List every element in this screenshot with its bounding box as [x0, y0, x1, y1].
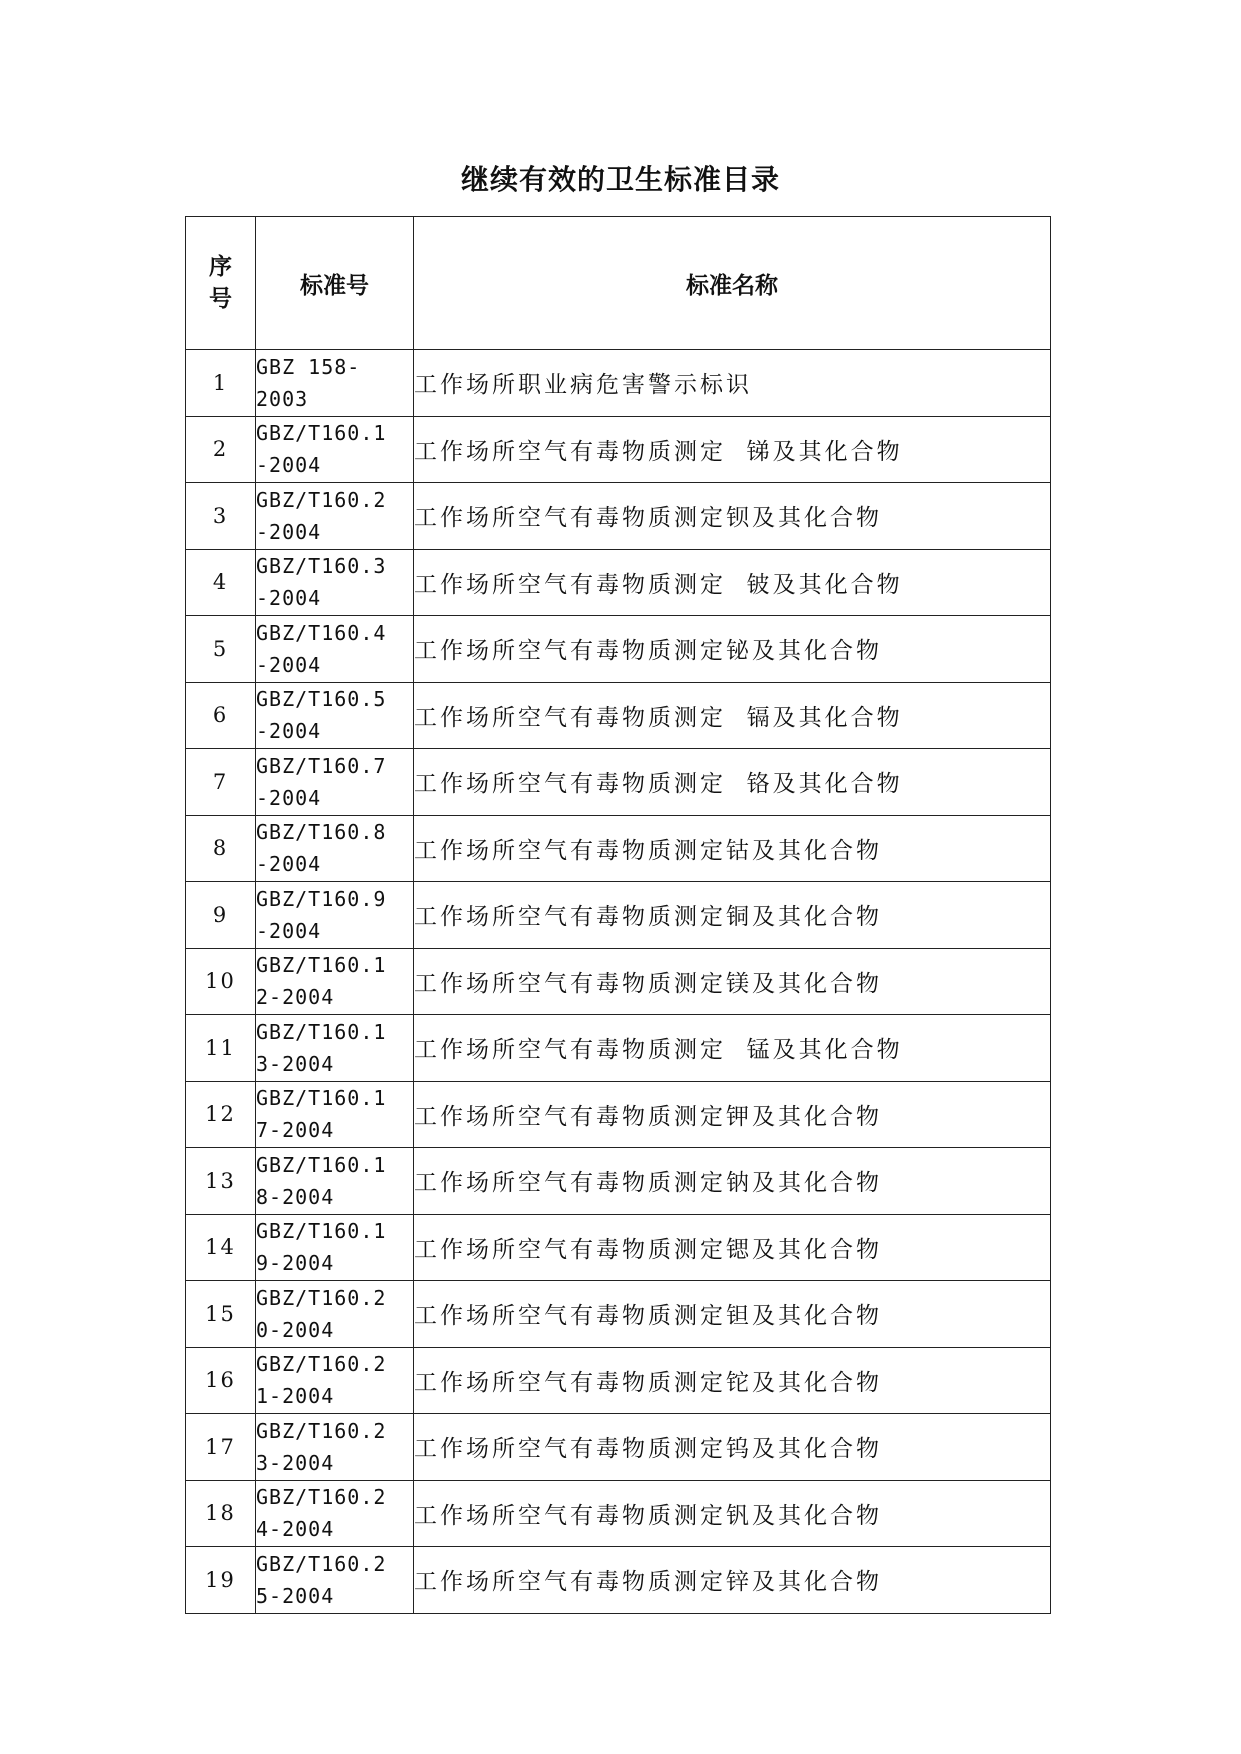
row-standard-name: 工作场所空气有毒物质测定 铍及其化合物 — [414, 549, 1051, 616]
header-index-line2: 号 — [209, 286, 232, 312]
table-row — [186, 350, 1051, 417]
row-standard-code: GBZ/T160.1 8-2004 — [256, 1148, 414, 1215]
row-index: 10 — [186, 948, 256, 1015]
row-standard-code: GBZ/T160.3 -2004 — [256, 549, 414, 616]
table-row — [186, 1547, 1051, 1614]
row-standard-code: GBZ/T160.1 -2004 — [256, 416, 414, 483]
row-standard-name: 工作场所空气有毒物质测定钾及其化合物 — [414, 1081, 1051, 1148]
row-standard-name: 工作场所空气有毒物质测定钒及其化合物 — [414, 1480, 1051, 1547]
row-standard-name: 工作场所空气有毒物质测定 镉及其化合物 — [414, 682, 1051, 749]
row-standard-name: 工作场所职业病危害警示标识 — [414, 350, 1051, 417]
table-row — [186, 483, 1051, 550]
header-standard-name: 标准名称 — [414, 217, 1051, 350]
row-index: 19 — [186, 1547, 256, 1614]
row-standard-code: GBZ/T160.1 3-2004 — [256, 1015, 414, 1082]
table-row — [186, 749, 1051, 816]
row-standard-name: 工作场所空气有毒物质测定 铬及其化合物 — [414, 749, 1051, 816]
row-standard-name: 工作场所空气有毒物质测定钴及其化合物 — [414, 815, 1051, 882]
row-standard-code: GBZ/T160.9 -2004 — [256, 882, 414, 949]
row-index: 14 — [186, 1214, 256, 1281]
row-standard-name: 工作场所空气有毒物质测定钽及其化合物 — [414, 1281, 1051, 1348]
table-row — [186, 616, 1051, 683]
row-standard-name: 工作场所空气有毒物质测定钠及其化合物 — [414, 1148, 1051, 1215]
row-index: 16 — [186, 1347, 256, 1414]
row-index: 9 — [186, 882, 256, 949]
row-standard-code: GBZ/T160.1 7-2004 — [256, 1081, 414, 1148]
row-standard-code: GBZ/T160.2 -2004 — [256, 483, 414, 550]
row-standard-name: 工作场所空气有毒物质测定铜及其化合物 — [414, 882, 1051, 949]
row-standard-code: GBZ/T160.1 9-2004 — [256, 1214, 414, 1281]
row-standard-code: GBZ/T160.2 3-2004 — [256, 1414, 414, 1481]
row-standard-code: GBZ/T160.4 -2004 — [256, 616, 414, 683]
table-row — [186, 416, 1051, 483]
row-index: 7 — [186, 749, 256, 816]
row-standard-code: GBZ/T160.2 5-2004 — [256, 1547, 414, 1614]
table-row — [186, 1281, 1051, 1348]
row-standard-name: 工作场所空气有毒物质测定锶及其化合物 — [414, 1214, 1051, 1281]
table-body — [186, 350, 1051, 1614]
row-standard-code: GBZ/T160.2 0-2004 — [256, 1281, 414, 1348]
table-row — [186, 815, 1051, 882]
row-index: 18 — [186, 1480, 256, 1547]
header-standard-code: 标准号 — [256, 217, 414, 350]
row-index: 11 — [186, 1015, 256, 1082]
row-index: 2 — [186, 416, 256, 483]
row-index: 5 — [186, 616, 256, 683]
table-row — [186, 1081, 1051, 1148]
header-index — [186, 217, 256, 350]
row-standard-code: GBZ/T160.1 2-2004 — [256, 948, 414, 1015]
row-standard-code: GBZ 158- 2003 — [256, 350, 414, 417]
table-row — [186, 882, 1051, 949]
row-standard-name: 工作场所空气有毒物质测定铋及其化合物 — [414, 616, 1051, 683]
row-index: 15 — [186, 1281, 256, 1348]
row-standard-code: GBZ/T160.7 -2004 — [256, 749, 414, 816]
table-row — [186, 1214, 1051, 1281]
row-index: 17 — [186, 1414, 256, 1481]
row-standard-code: GBZ/T160.2 4-2004 — [256, 1480, 414, 1547]
row-standard-name: 工作场所空气有毒物质测定镁及其化合物 — [414, 948, 1051, 1015]
row-index: 13 — [186, 1148, 256, 1215]
table-row — [186, 1015, 1051, 1082]
row-standard-name: 工作场所空气有毒物质测定铊及其化合物 — [414, 1347, 1051, 1414]
row-standard-code: GBZ/T160.2 1-2004 — [256, 1347, 414, 1414]
page-title: 继续有效的卫生标准目录 — [460, 163, 780, 196]
table-row — [186, 682, 1051, 749]
row-standard-name: 工作场所空气有毒物质测定锌及其化合物 — [414, 1547, 1051, 1614]
row-standard-code: GBZ/T160.5 -2004 — [256, 682, 414, 749]
row-index: 3 — [186, 483, 256, 550]
table-row — [186, 948, 1051, 1015]
row-standard-name: 工作场所空气有毒物质测定 锰及其化合物 — [414, 1015, 1051, 1082]
standards-table — [185, 216, 1051, 1614]
row-standard-name: 工作场所空气有毒物质测定钨及其化合物 — [414, 1414, 1051, 1481]
table-row — [186, 1148, 1051, 1215]
table-row — [186, 1347, 1051, 1414]
row-standard-name: 工作场所空气有毒物质测定钡及其化合物 — [414, 483, 1051, 550]
row-standard-code: GBZ/T160.8 -2004 — [256, 815, 414, 882]
row-standard-name: 工作场所空气有毒物质测定 锑及其化合物 — [414, 416, 1051, 483]
row-index: 8 — [186, 815, 256, 882]
table-header-row — [186, 217, 1051, 350]
row-index: 1 — [186, 350, 256, 417]
table-row — [186, 1414, 1051, 1481]
row-index: 12 — [186, 1081, 256, 1148]
header-index-line1: 序 — [209, 254, 232, 280]
table-row — [186, 549, 1051, 616]
row-index: 4 — [186, 549, 256, 616]
row-index: 6 — [186, 682, 256, 749]
table-row — [186, 1480, 1051, 1547]
